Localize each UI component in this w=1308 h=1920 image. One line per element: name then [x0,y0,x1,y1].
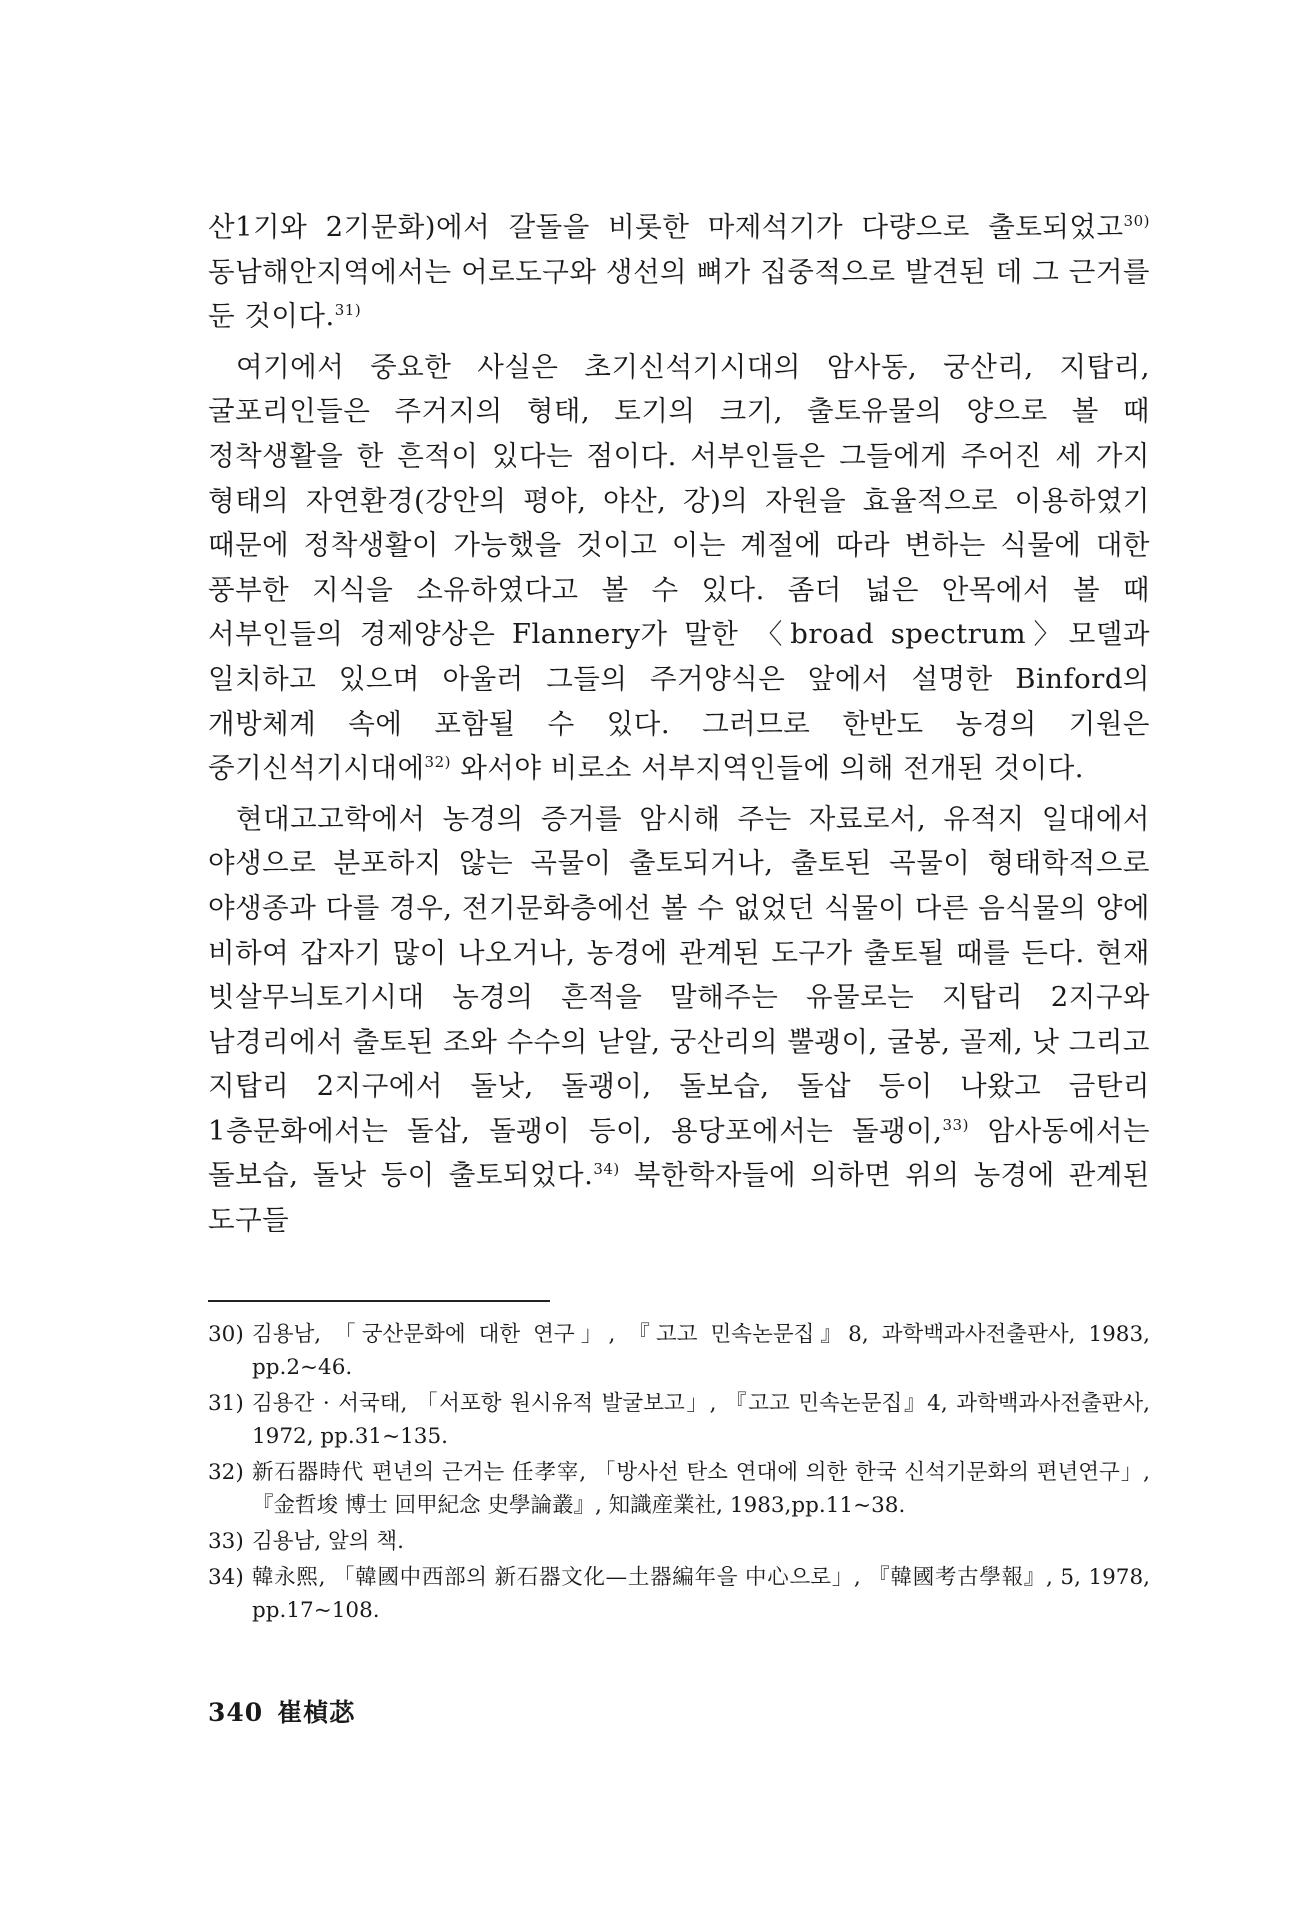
footnotes [208,1318,1150,1630]
footnote-ref-34: 34) [593,1160,620,1179]
paragraph-3-part-a: 현대고고학에서 농경의 증거를 암시해 주는 자료로서, 유적지 일대에서 야생으로 분포하지 않는 곡물이 출토되거나, 출토된 곡물이 형태학적으로 야생종과 다를 경우, 전기문화층에선 볼 수 없었던 식물이 다른 음식물의 양에 비하여 갑자기 많이 나오거나, 농경에 관계된 도구가 출토될 때를 든다. 현재 빗살무늬토기시대 농경의 흔적을 말해주는 유물로는 지탑리 2지구와 남경리에서 출토된 조와 수수의 낟알, 궁산리의 뿔괭이, 굴봉, 골제, 낫 그리고 지탑리 2지구에서 돌낫, 돌괭이, 돌보습, 돌삽 등이 나왔고 금탄리 1층문화에서는 돌삽, 돌괭이 등이, 용당포에서는 돌괭이, [208,802,1150,1147]
footnote-text: 김용남, 「궁산문화에 대한 연구」, 『고고 민속논문집』8, 과학백과사전출판사, 1983, pp.2~46. [252,1322,1150,1380]
footnote-ref-32: 32) [424,752,451,771]
page-footer [208,1693,369,1729]
footnote-number: 32) [208,1460,244,1485]
footnote-ref-33: 33) [942,1115,969,1134]
paragraph-3-part-c: 북한학자들에 의하면 위의 농경에 관계된 도구들 [208,1159,1150,1237]
paragraph-2 [208,345,1150,791]
footnote-33 [208,1525,1150,1558]
paragraph-1-part-b: 동남해안지역에서는 어로도구와 생선의 뼈가 집중적으로 발견된 데 그 근거를 둔 것이다. [208,255,1150,333]
body-text [208,205,1150,1243]
paragraph-1-part-a: 산1기와 2기문화)에서 갈돌을 비롯한 마제석기가 다량으로 출토되었고 [208,211,1124,243]
footnote-34 [208,1561,1150,1627]
footnote-number: 34) [208,1565,244,1590]
footnote-text: 韓永熙, 「韓國中西部의 新石器文化—土器編年을 中心으로」, 『韓國考古學報』, 5, 1978, pp.17~108. [252,1565,1150,1623]
running-author: 崔楨苾 [277,1698,356,1727]
footnote-31 [208,1387,1150,1453]
paragraph-1 [208,205,1150,339]
paragraph-3-part-b: 암사동에서는 돌보습, 돌낫 등이 출토되었다. [208,1114,1150,1192]
page-number: 340 [208,1698,264,1727]
paragraph-2-text: 여기에서 중요한 사실은 초기신석기시대의 암사동, 궁산리, 지탑리, 굴포리인들은 주거지의 형태, 토기의 크기, 출토유물의 양으로 볼 때 정착생활을 한 흔적이 있다는 점이다. 서부인들은 그들에게 주어진 세 가지 형태의 자연환경(강안의 평야, 야산, 강)의 자원을 효율적으로 이용하였기 때문에 정착생활이 가능했을 것이고 이는 계절에 따라 변하는 식물에 대한 풍부한 지식을 소유하였다고 볼 수 있다. 좀더 넓은 안목에서 볼 때 서부인들의 경제양상은 Flannery가 말한 〈broad spectrum〉모델과 일치하고 있으며 아울러 그들의 주거양식은 앞에서 설명한 Binford의 개방체계 속에 포함될 수 있다. 그러므로 한반도 농경의 기원은 중기신석기시대에 [208,350,1150,785]
footnote-ref-31: 31) [334,301,362,320]
footnote-number: 31) [208,1391,244,1416]
footnote-divider [208,1300,550,1302]
footnote-text: 김용남, 앞의 책. [252,1529,404,1554]
paragraph-3 [208,797,1150,1243]
footnote-ref-30: 30) [1123,211,1150,230]
paragraph-2-tail: 와서야 비로소 서부지역인들에 의해 전개된 것이다. [450,752,1085,785]
footnote-text: 新石器時代 편년의 근거는 任孝宰, 「방사선 탄소 연대에 의한 한국 신석기문화의 편년연구」, 『金哲埈 博士 回甲紀念 史學論叢』, 知識産業社, 1983,pp.11~38. [252,1460,1150,1518]
footnote-number: 30) [208,1322,244,1347]
footnote-number: 33) [208,1529,244,1554]
footnote-32 [208,1456,1150,1522]
footnote-30 [208,1318,1150,1384]
footnote-text: 김용간 · 서국태, 「서포항 원시유적 발굴보고」, 『고고 민속논문집』4, 과학백과사전출판사, 1972, pp.31~135. [252,1391,1150,1449]
